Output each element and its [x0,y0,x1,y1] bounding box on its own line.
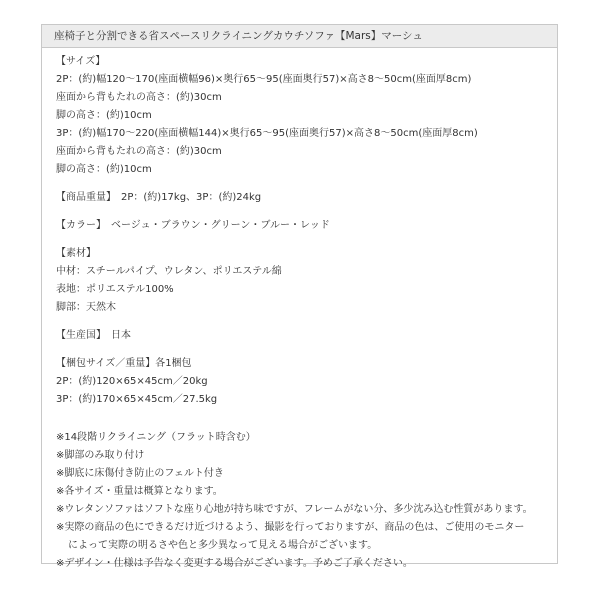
material-heading: 【素材】 [56,248,96,259]
weight-line: 【商品重量】 2P：(約)17kg、3P：(約)24kg [56,192,262,203]
note-line: ※脚部のみ取り付け [56,450,145,461]
product-title: 座椅子と分割できる省スペースリクライニングカウチソファ【Mars】マーシュ [42,25,557,48]
note-line: ※実際の商品の色にできるだけ近づけるよう、撮影を行っておりますが、商品の色は、ご使用のモニター [56,522,525,533]
size-heading: 【サイズ】 [56,56,106,67]
note-line: によって実際の明るさや色と多少異なって見える場合がございます。 [68,540,378,551]
material-line: 脚部：天然木 [56,302,116,313]
material-line: 表地：ポリエステル100% [56,284,174,295]
size-line: 2P：(約)幅120～170(座面横幅96)×奥行65～95(座面奥行57)×高さ8～50cm(座面厚8cm) [56,74,472,85]
size-line: 座面から背もたれの高さ：(約)30cm [56,92,222,103]
material-line: 中材：スチールパイプ、ウレタン、ポリエステル綿 [56,266,282,277]
note-line: ※14段階リクライニング（フラット時含む） [56,432,256,443]
size-line: 脚の高さ：(約)10cm [56,110,152,121]
note-line: ※各サイズ・重量は概算となります。 [56,486,223,497]
note-line: ※ウレタンソファはソフトな座り心地が持ち味ですが、フレームがない分、多少沈み込む性質があります。 [56,504,533,515]
packaging-line: 2P：(約)120×65×45cm／20kg [56,376,208,387]
size-line: 座面から背もたれの高さ：(約)30cm [56,146,222,157]
size-line: 3P：(約)幅170～220(座面横幅144)×奥行65～95(座面奥行57)×高さ8～50cm(座面厚8cm) [56,128,478,139]
note-line: ※デザイン・仕様は予告なく変更する場合がございます。予めご了承ください。 [56,558,413,569]
note-line: ※脚底に床傷付き防止のフェルト付き [56,468,224,479]
spec-content [56,53,549,573]
color-line: 【カラー】 ベージュ・ブラウン・グリーン・ブルー・レッド [56,220,330,231]
spec-table [41,24,558,569]
packaging-line: 3P：(約)170×65×45cm／27.5kg [56,394,218,405]
packaging-heading: 【梱包サイズ／重量】各1梱包 [56,358,192,369]
origin-line: 【生産国】 日本 [56,330,131,341]
size-line: 脚の高さ：(約)10cm [56,164,152,175]
